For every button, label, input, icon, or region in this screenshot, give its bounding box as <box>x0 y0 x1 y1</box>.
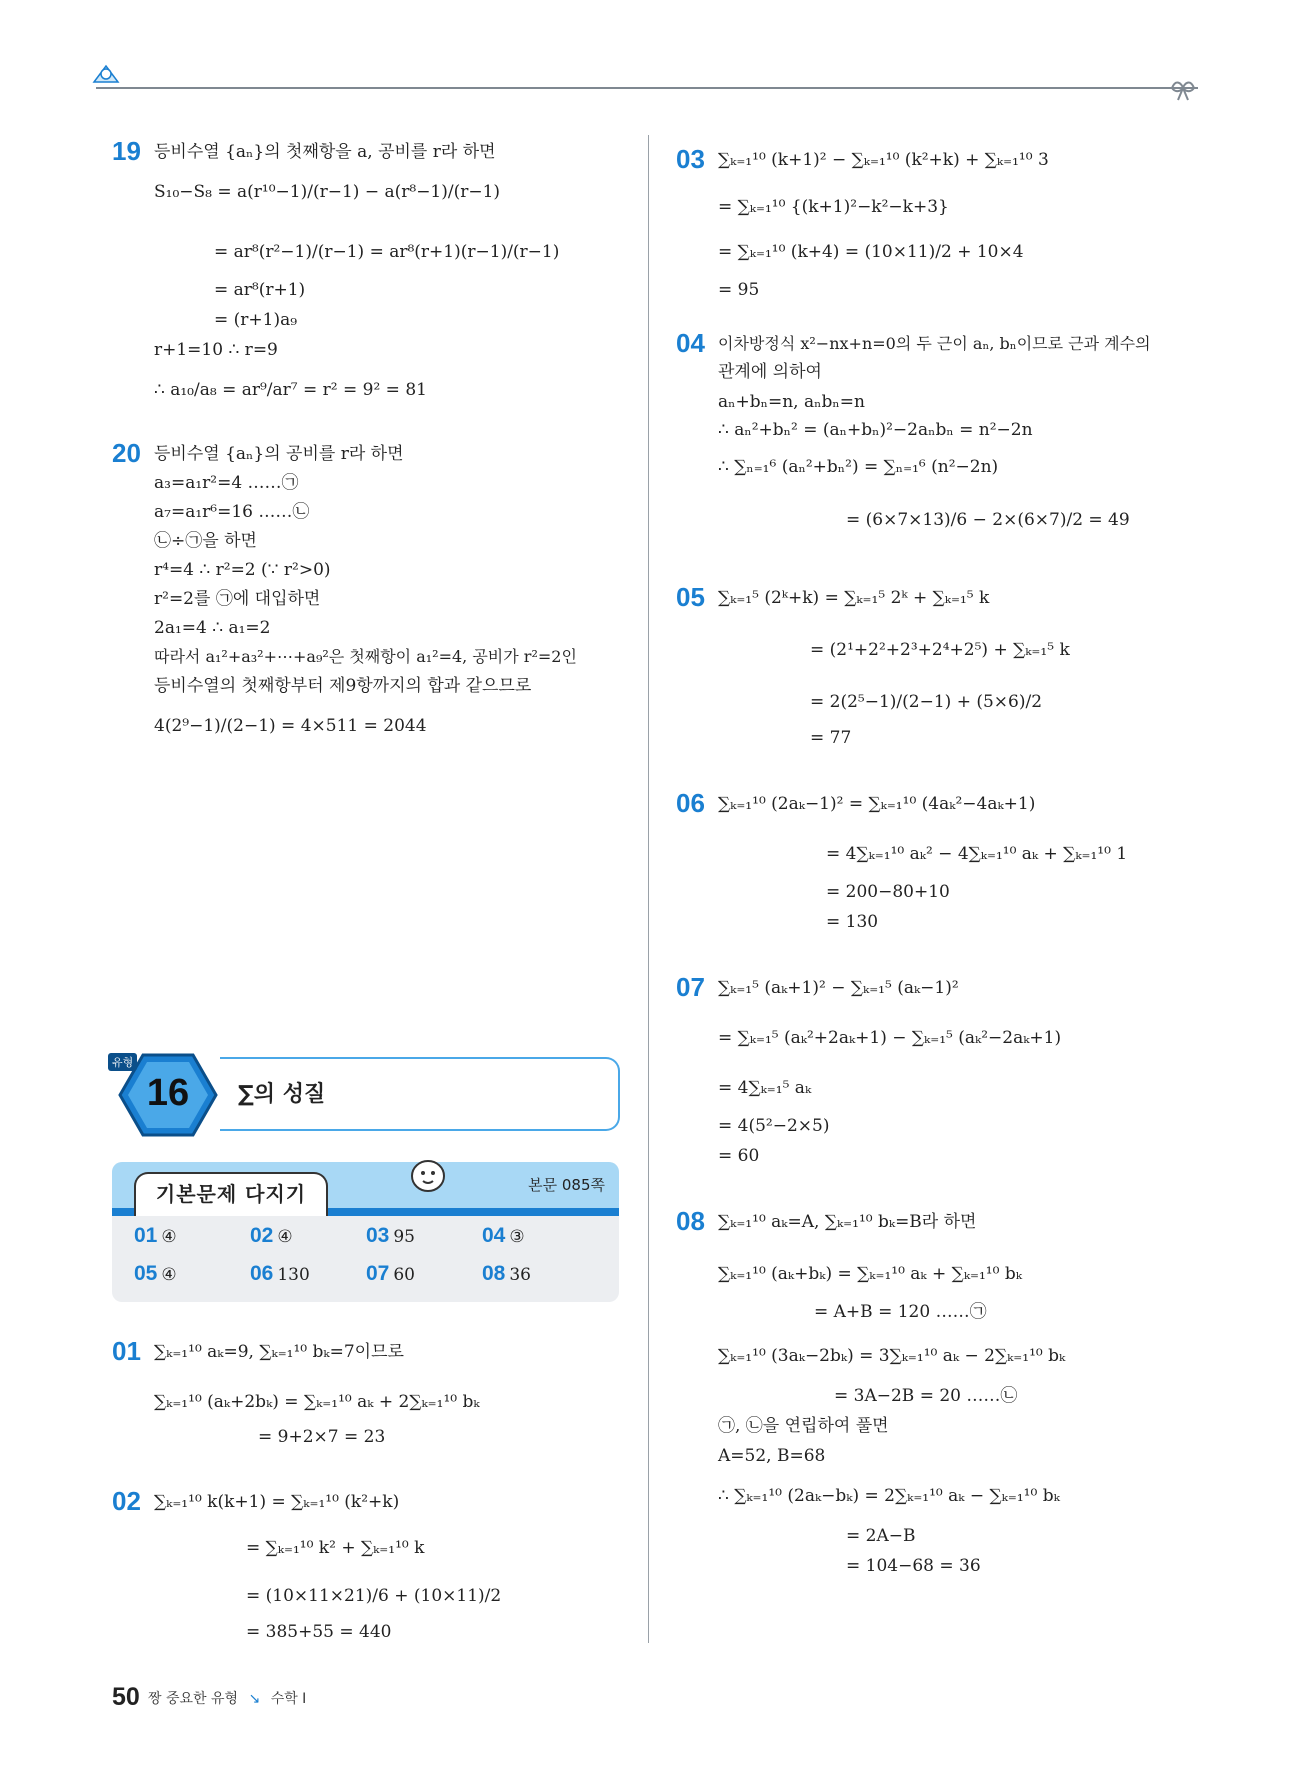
solution-line: ∑ₖ₌₁¹⁰ k(k+1) = ∑ₖ₌₁¹⁰ (k²+k) <box>154 1492 400 1512</box>
solution-line: = 385+55 = 440 <box>246 1622 392 1642</box>
problem-number: 02 <box>112 1486 141 1516</box>
answer-item: 02 ④ <box>250 1224 293 1247</box>
solution-line: 2a₁=4 ∴ a₁=2 <box>154 618 271 638</box>
solution-line: = ar⁸(r+1) <box>214 280 306 300</box>
solution-line: aₙ+bₙ=n, aₙbₙ=n <box>718 392 865 412</box>
solution-line: ∴ a₁₀/a₈ = ar⁹/ar⁷ = r² = 9² = 81 <box>154 380 427 400</box>
type-badge-number: 16 <box>146 1072 190 1114</box>
column-divider <box>648 135 649 1643</box>
solution-line: = 60 <box>718 1146 760 1166</box>
solution-line: 관계에 의하여 <box>718 362 822 382</box>
problem-number: 07 <box>676 972 705 1002</box>
solution-line: ∑ₖ₌₁¹⁰ (aₖ+bₖ) = ∑ₖ₌₁¹⁰ aₖ + ∑ₖ₌₁¹⁰ bₖ <box>718 1264 1022 1284</box>
solution-line: = 104−68 = 36 <box>846 1556 981 1576</box>
problem-number: 03 <box>676 144 705 174</box>
solution-line: ∑ₖ₌₁⁵ (2ᵏ+k) = ∑ₖ₌₁⁵ 2ᵏ + ∑ₖ₌₁⁵ k <box>718 588 990 608</box>
type-badge-label: 유형 <box>108 1053 137 1071</box>
mascot-icon <box>405 1150 451 1196</box>
solution-line: = 77 <box>810 728 852 748</box>
problem-number: 20 <box>112 438 141 468</box>
solution-line: = 2A−B <box>846 1526 916 1546</box>
answer-item: 06 130 <box>250 1262 310 1285</box>
subject-label: 수학 Ⅰ <box>270 1691 307 1707</box>
solution-line: = 3A−2B = 20 ……㉡ <box>834 1386 1018 1406</box>
solution-line: = ∑ₖ₌₁¹⁰ {(k+1)²−k²−k+3} <box>718 197 949 217</box>
solution-line: = ∑ₖ₌₁¹⁰ (k+4) = (10×11)/2 + 10×4 <box>718 242 1024 262</box>
solution-line: ∑ₖ₌₁¹⁰ aₖ=9, ∑ₖ₌₁¹⁰ bₖ=7이므로 <box>154 1342 404 1362</box>
solution-line: = (r+1)a₉ <box>214 310 298 330</box>
solution-line: a₃=a₁r²=4 ……㉠ <box>154 473 299 493</box>
answer-item: 05 ④ <box>134 1262 177 1285</box>
problem-number: 06 <box>676 788 705 818</box>
solution-line: = 4∑ₖ₌₁⁵ aₖ <box>718 1078 812 1098</box>
solution-line: a₇=a₁r⁶=16 ……㉡ <box>154 502 310 522</box>
solution-line: ∴ aₙ²+bₙ² = (aₙ+bₙ)²−2aₙbₙ = n²−2n <box>718 420 1033 440</box>
solution-line: ∑ₖ₌₁¹⁰ (3aₖ−2bₖ) = 3∑ₖ₌₁¹⁰ aₖ − 2∑ₖ₌₁¹⁰ bₖ <box>718 1346 1066 1366</box>
solution-line: = ar⁸(r²−1)/(r−1) = ar⁸(r+1)(r−1)/(r−1) <box>214 242 560 262</box>
solution-line: ∴ ∑ₙ₌₁⁶ (aₙ²+bₙ²) = ∑ₙ₌₁⁶ (n²−2n) <box>718 457 999 477</box>
solution-line: 따라서 a₁²+a₃²+⋯+a₉²은 첫째항이 a₁²=4, 공비가 r²=2인 <box>154 647 577 666</box>
solution-line: = (6×7×13)/6 − 2×(6×7)/2 = 49 <box>846 510 1130 530</box>
solution-line: ∑ₖ₌₁¹⁰ aₖ=A, ∑ₖ₌₁¹⁰ bₖ=B라 하면 <box>718 1212 977 1232</box>
solution-line: 등비수열의 첫째항부터 제9항까지의 합과 같으므로 <box>154 676 532 696</box>
solution-line: 등비수열 {aₙ}의 첫째항을 a, 공비를 r라 하면 <box>154 142 496 162</box>
answer-item: 03 95 <box>366 1224 415 1247</box>
solution-line: = 95 <box>718 280 760 300</box>
solution-line: ∑ₖ₌₁¹⁰ (k+1)² − ∑ₖ₌₁¹⁰ (k²+k) + ∑ₖ₌₁¹⁰ 3 <box>718 150 1049 170</box>
solution-line: ㉠, ㉡을 연립하여 풀면 <box>718 1416 889 1436</box>
solution-line: = 4(5²−2×5) <box>718 1116 830 1136</box>
solution-line: r⁴=4 ∴ r²=2 (∵ r²>0) <box>154 560 331 580</box>
solution-line: = 130 <box>826 912 879 932</box>
basic-panel-tab-label: 기본문제 다지기 <box>155 1182 307 1206</box>
solution-line: ∑ₖ₌₁¹⁰ (2aₖ−1)² = ∑ₖ₌₁¹⁰ (4aₖ²−4aₖ+1) <box>718 794 1036 814</box>
solution-line: ∴ ∑ₖ₌₁¹⁰ (2aₖ−bₖ) = 2∑ₖ₌₁¹⁰ aₖ − ∑ₖ₌₁¹⁰ bₖ <box>718 1486 1060 1506</box>
solution-line: ∑ₖ₌₁⁵ (aₖ+1)² − ∑ₖ₌₁⁵ (aₖ−1)² <box>718 978 959 998</box>
solution-line: 이차방정식 x²−nx+n=0의 두 근이 aₙ, bₙ이므로 근과 계수의 <box>718 334 1151 353</box>
header-rule <box>100 87 1198 89</box>
problem-number: 04 <box>676 328 705 358</box>
header-ribbon <box>1168 76 1198 102</box>
answer-item: 07 60 <box>366 1262 415 1285</box>
solution-line: = 200−80+10 <box>826 882 950 902</box>
problem-number: 05 <box>676 582 705 612</box>
solution-line: = ∑ₖ₌₁¹⁰ k² + ∑ₖ₌₁¹⁰ k <box>246 1538 425 1558</box>
solution-line: = (2¹+2²+2³+2⁴+2⁵) + ∑ₖ₌₁⁵ k <box>810 640 1070 660</box>
solution-line: = 4∑ₖ₌₁¹⁰ aₖ² − 4∑ₖ₌₁¹⁰ aₖ + ∑ₖ₌₁¹⁰ 1 <box>826 844 1128 864</box>
solution-line: S₁₀−S₈ = a(r¹⁰−1)/(r−1) − a(r⁸−1)/(r−1) <box>154 182 501 202</box>
arrow-icon: ↘ <box>248 1691 261 1707</box>
book-title: 짱 중요한 유형 <box>148 1691 239 1707</box>
solution-line: 등비수열 {aₙ}의 공비를 r라 하면 <box>154 444 404 464</box>
answer-item: 01 ④ <box>134 1224 177 1247</box>
basic-panel-tab <box>134 1172 328 1216</box>
mascot-illustration <box>405 1150 451 1196</box>
basic-answers-panel <box>112 1162 619 1302</box>
solution-line: = (10×11×21)/6 + (10×11)/2 <box>246 1586 502 1606</box>
solution-line: ∑ₖ₌₁¹⁰ (aₖ+2bₖ) = ∑ₖ₌₁¹⁰ aₖ + 2∑ₖ₌₁¹⁰ bₖ <box>154 1392 480 1412</box>
basic-panel-reference: 본문 085쪽 <box>528 1176 605 1194</box>
problem-number: 19 <box>112 136 141 166</box>
answer-item: 08 36 <box>482 1262 531 1285</box>
solution-line: ㉡÷㉠을 하면 <box>154 531 257 551</box>
solution-line: r²=2를 ㉠에 대입하면 <box>154 589 321 609</box>
ribbon-bow-icon <box>1168 76 1198 102</box>
answer-item: 04 ③ <box>482 1224 525 1247</box>
solution-line: = A+B = 120 ……㉠ <box>814 1302 987 1322</box>
solution-line: r+1=10 ∴ r=9 <box>154 340 278 360</box>
problem-number: 08 <box>676 1206 705 1236</box>
problem-number: 01 <box>112 1336 141 1366</box>
solution-line: A=52, B=68 <box>718 1446 826 1466</box>
solution-line: = 9+2×7 = 23 <box>258 1427 386 1447</box>
type-section-title: ∑의 성질 <box>238 1082 326 1107</box>
solution-line: = 2(2⁵−1)/(2−1) + (5×6)/2 <box>810 692 1043 712</box>
page-number: 50 <box>112 1683 140 1711</box>
solution-line: 4(2⁹−1)/(2−1) = 4×511 = 2044 <box>154 716 427 736</box>
solution-line: = ∑ₖ₌₁⁵ (aₖ²+2aₖ+1) − ∑ₖ₌₁⁵ (aₖ²−2aₖ+1) <box>718 1028 1062 1048</box>
footer-title <box>148 1688 306 1708</box>
